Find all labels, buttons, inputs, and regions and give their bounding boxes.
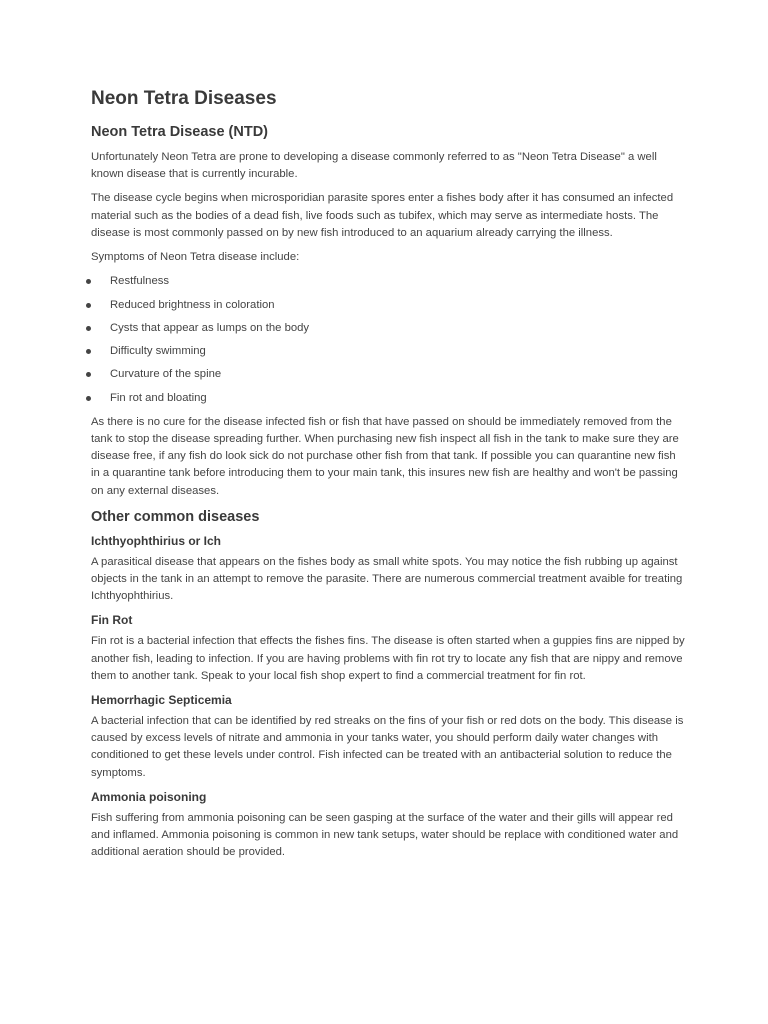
- bullet-icon: [86, 349, 91, 354]
- disease-name-ammonia-poisoning: Ammonia poisoning: [91, 789, 207, 804]
- symptom-text: Difficulty swimming: [110, 345, 206, 358]
- symptom-text: Cysts that appear as lumps on the body: [110, 321, 310, 334]
- disease-name-ich: Ichthyophthirius or Ich: [91, 533, 222, 548]
- symptoms-list: [91, 273, 686, 406]
- ntd-section: [91, 122, 686, 500]
- disease-text-ammonia-poisoning: Fish suffering from ammonia poisoning can be seen gasping at the surface of the water and their gills will appear red and inflamed. Ammonia poisoning is common in new tank setups, water should be replace with conditioned water and additional aeration should be provided.: [91, 811, 679, 859]
- symptom-item: [91, 273, 686, 290]
- ntd-treatment-paragraph: As there is no cure for the disease infected fish or fish that have passed on should be immediately removed from the tank to stop the disease spreading further. When purchasing new fish inspect all fish in the tank to make sure they are disease free, if any fish do look sick do not purchase other fish from that tank. If possible you can quarantine new fish in a quarantine tank before introducing them to your main tank, this insures new fish are healthy and won't be passing on any external diseases.: [91, 415, 679, 497]
- other-diseases-section: [91, 507, 686, 862]
- bullet-icon: [86, 372, 91, 377]
- disease-name-hemorrhagic-septicemia: Hemorrhagic Septicemia: [91, 692, 232, 707]
- symptom-item: [91, 320, 686, 337]
- ntd-heading: Neon Tetra Disease (NTD): [91, 124, 268, 140]
- bullet-icon: [86, 303, 91, 308]
- disease-text-hemorrhagic-septicemia: A bacterial infection that can be identified by red streaks on the fins of your fish or red dots on the body. This disease is caused by excess levels of nitrate and ammonia in your tanks water, you should perform daily water changes with conditioned to get these levels under control. Fish infected can be treated with an antibacterial solution to reduce the symptoms.: [91, 714, 684, 779]
- symptom-item: [91, 343, 686, 360]
- bullet-icon: [86, 326, 91, 331]
- disease-text-fin-rot: Fin rot is a bacterial infection that effects the fishes fins. The disease is often started when a guppies fins are nipped by another fish, leading to infection. If you are having problems with fin rot try to locate any fish that are nippy and remove them to another tank. Speak to your local fish shop expert to find a commercial treatment for fin rot.: [91, 635, 685, 682]
- page-title: Neon Tetra Diseases: [91, 88, 277, 109]
- symptoms-intro: Symptoms of Neon Tetra disease include:: [91, 251, 300, 264]
- disease-name-fin-rot: Fin Rot: [91, 613, 133, 628]
- symptom-text: Reduced brightness in coloration: [110, 298, 275, 311]
- disease-text-ich: A parasitical disease that appears on the fishes body as small white spots. You may notice the fish rubbing up against objects in the tank in an attempt to remove the parasite. There are numerous commercial treatment avaible for treating Ichthyophthirius.: [91, 555, 683, 603]
- document-content: [91, 86, 686, 868]
- symptom-text: Curvature of the spine: [110, 368, 222, 381]
- symptom-item: [91, 297, 686, 314]
- symptom-text: Fin rot and bloating: [110, 391, 207, 404]
- symptom-item: [91, 390, 686, 407]
- bullet-icon: [86, 396, 91, 401]
- symptom-item: [91, 366, 686, 383]
- symptom-text: Restfulness: [110, 275, 170, 288]
- bullet-icon: [86, 279, 91, 284]
- ntd-intro-paragraph: Unfortunately Neon Tetra are prone to developing a disease commonly referred to as "Neon Tetra Disease" a well known disease that is currently incurable.: [91, 151, 657, 181]
- other-diseases-heading: Other common diseases: [91, 508, 260, 525]
- ntd-cycle-paragraph: The disease cycle begins when microsporidian parasite spores enter a fishes body after it has consumed an infected material such as the bodies of a dead fish, live foods such as tubifex, which may serve as intermediate hosts. The disease is most commonly passed on by new fish introduced to an aquarium already carrying the illness.: [91, 192, 674, 239]
